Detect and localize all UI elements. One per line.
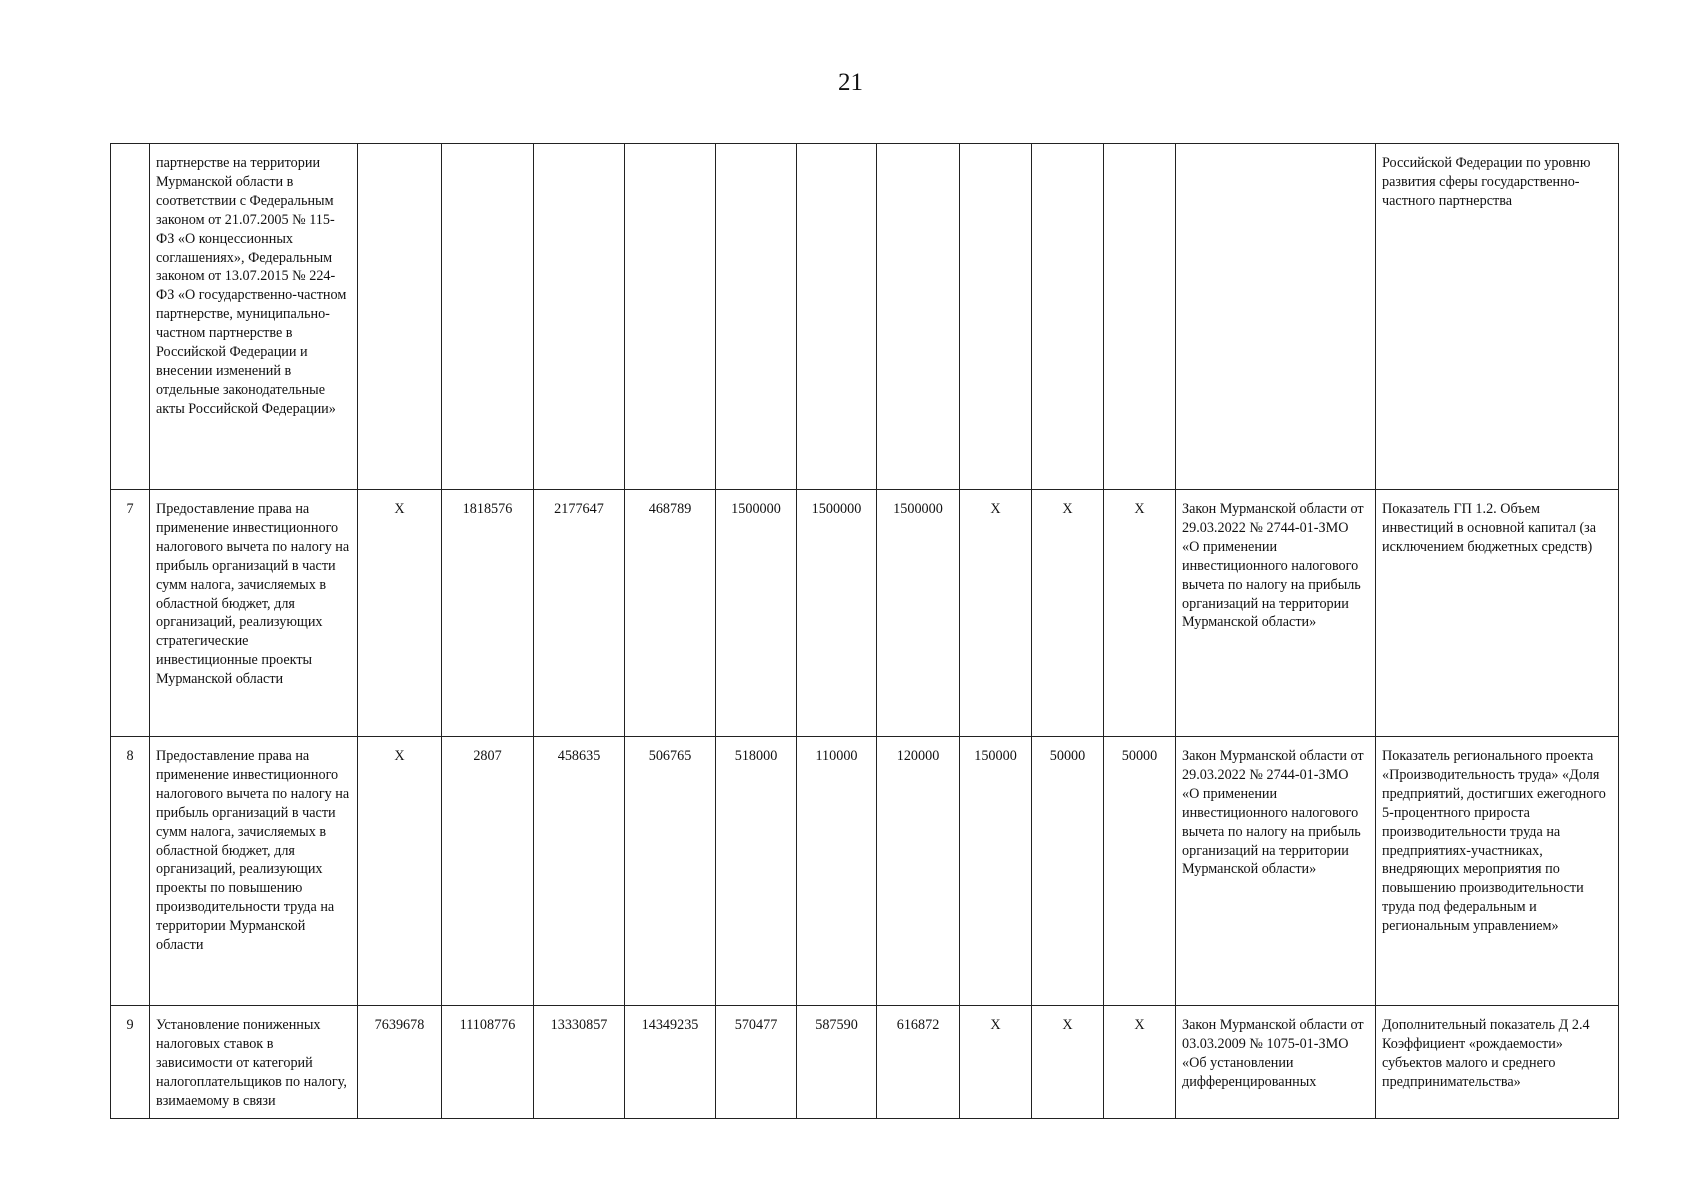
value-cell: 506765 xyxy=(625,737,716,1006)
target-indicator: Российской Федерации по уровню развития сферы государственно-частного партнерства xyxy=(1376,144,1619,490)
benefit-name: партнерстве на территории Мурманской области в соответствии с Федеральным законом от 21.07.2005 № 115-ФЗ «О концессионных соглашениях», Федеральным законом от 13.07.2015 № 224-ФЗ «О государственно-частном партнерстве, муниципально-частном партнерстве в Российской Федерации и внесении изменений в отдельные законодательные акты Российской Федерации» xyxy=(150,144,358,490)
value-cell: 50000 xyxy=(1032,737,1104,1006)
value-cell: X xyxy=(960,1006,1032,1119)
benefit-name: Установление пониженных налоговых ставок в зависимости от категорий налогоплательщиков по налогу, взимаемому в связи xyxy=(150,1006,358,1119)
value-cell: X xyxy=(1104,1006,1176,1119)
law-reference xyxy=(1176,144,1376,490)
target-indicator: Показатель регионального проекта «Производительность труда» «Доля предприятий, достигших ежегодного 5-процентного прироста производительности труда на предприятиях-участниках, внедряющих мероприятия по повышению производительности труда под федеральным и региональным управлением» xyxy=(1376,737,1619,1006)
benefit-name: Предоставление права на применение инвестиционного налогового вычета по налогу на прибыль организаций в части сумм налога, зачисляемых в областной бюджет, для организаций, реализующих стратегические инвестиционные проекты Мурманской области xyxy=(150,490,358,737)
value-cell: 458635 xyxy=(534,737,625,1006)
value-cell xyxy=(797,144,877,490)
table-row xyxy=(111,490,1619,737)
law-reference: Закон Мурманской области от 29.03.2022 № 2744-01-ЗМО «О применении инвестиционного налогового вычета по налогу на прибыль организаций на территории Мурманской области» xyxy=(1176,737,1376,1006)
row-number: 9 xyxy=(111,1006,150,1119)
value-cell: 1500000 xyxy=(877,490,960,737)
value-cell xyxy=(625,144,716,490)
row-number xyxy=(111,144,150,490)
value-cell: 1500000 xyxy=(797,490,877,737)
value-cell: 150000 xyxy=(960,737,1032,1006)
value-cell xyxy=(960,144,1032,490)
value-cell: X xyxy=(1032,1006,1104,1119)
value-cell: 1818576 xyxy=(442,490,534,737)
value-cell xyxy=(1032,144,1104,490)
page-number: 21 xyxy=(838,69,863,96)
value-cell xyxy=(534,144,625,490)
target-indicator: Дополнительный показатель Д 2.4 Коэффициент «рождаемости» субъектов малого и среднего предпринимательства» xyxy=(1376,1006,1619,1119)
value-cell: X xyxy=(358,490,442,737)
value-cell: 616872 xyxy=(877,1006,960,1119)
table-row xyxy=(111,1006,1619,1119)
row-number: 8 xyxy=(111,737,150,1006)
value-cell: 2807 xyxy=(442,737,534,1006)
value-cell: 13330857 xyxy=(534,1006,625,1119)
table-row xyxy=(111,737,1619,1006)
value-cell: 50000 xyxy=(1104,737,1176,1006)
value-cell: 11108776 xyxy=(442,1006,534,1119)
value-cell: X xyxy=(358,737,442,1006)
value-cell: 2177647 xyxy=(534,490,625,737)
law-reference: Закон Мурманской области от 29.03.2022 № 2744-01-ЗМО «О применении инвестиционного налогового вычета по налогу на прибыль организаций на территории Мурманской области» xyxy=(1176,490,1376,737)
value-cell xyxy=(358,144,442,490)
value-cell: 468789 xyxy=(625,490,716,737)
table-row xyxy=(111,144,1619,490)
value-cell: 570477 xyxy=(716,1006,797,1119)
row-number: 7 xyxy=(111,490,150,737)
value-cell: 1500000 xyxy=(716,490,797,737)
value-cell xyxy=(1104,144,1176,490)
value-cell: 14349235 xyxy=(625,1006,716,1119)
benefit-name: Предоставление права на применение инвестиционного налогового вычета по налогу на прибыль организаций в части сумм налога, зачисляемых в областной бюджет, для организаций, реализующих проекты по повышению производительности труда на территории Мурманской области xyxy=(150,737,358,1006)
value-cell xyxy=(442,144,534,490)
tax-benefits-table xyxy=(110,143,1619,1119)
value-cell: 110000 xyxy=(797,737,877,1006)
value-cell: X xyxy=(1032,490,1104,737)
value-cell: 7639678 xyxy=(358,1006,442,1119)
value-cell: 518000 xyxy=(716,737,797,1006)
value-cell: X xyxy=(960,490,1032,737)
value-cell: X xyxy=(1104,490,1176,737)
law-reference: Закон Мурманской области от 03.03.2009 № 1075-01-ЗМО «Об установлении дифференцированных xyxy=(1176,1006,1376,1119)
value-cell xyxy=(877,144,960,490)
value-cell xyxy=(716,144,797,490)
value-cell: 587590 xyxy=(797,1006,877,1119)
value-cell: 120000 xyxy=(877,737,960,1006)
target-indicator: Показатель ГП 1.2. Объем инвестиций в основной капитал (за исключением бюджетных средств) xyxy=(1376,490,1619,737)
